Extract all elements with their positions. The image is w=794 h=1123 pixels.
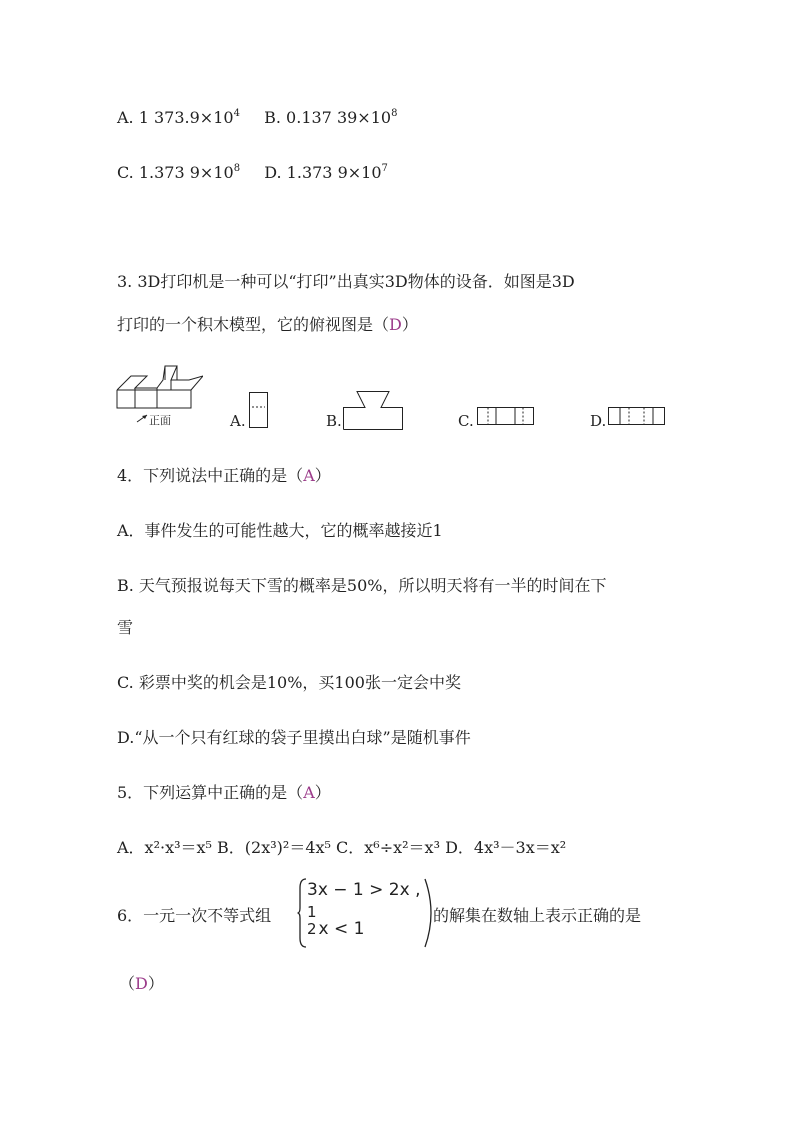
q2-option-b: B. 0.137 39×10: [264, 108, 392, 127]
q3-answer: D: [389, 315, 402, 334]
q3-option-c-label: C.: [458, 412, 474, 430]
q2-option-b-exponent: 8: [391, 108, 398, 119]
q4-option-b-line2: 雪: [117, 618, 134, 637]
q2-option-a: A. 1 373.9×10: [117, 108, 234, 127]
q4-option-d: D.“从一个只有红球的袋子里摸出白球”是随机事件: [117, 728, 471, 747]
q6-answer: D: [135, 974, 148, 993]
q3-stem-line2: [117, 314, 418, 336]
inequality-1: 3x − 1 > 2x ,: [307, 880, 421, 900]
q3-option-a-label: A.: [230, 412, 246, 430]
inequality-2: [307, 904, 364, 938]
inequality-2-rest: x < 1: [318, 919, 365, 939]
q4-option-b-line1: B. 天气预报说每天下雪的概率是50%，所以明天将有一半的时间在下: [117, 576, 607, 595]
q3-stem-text: 打印的一个积木模型，它的俯视图是（: [117, 315, 390, 334]
q4-close-paren: ）: [314, 466, 331, 485]
q2-option-c-exponent: 8: [233, 163, 241, 174]
inequality-system: [297, 878, 432, 948]
q2-option-d: D. 1.373 9×10: [264, 163, 382, 182]
q4-stem: [117, 465, 331, 487]
q6-answer-line: [119, 973, 164, 995]
q3-stem-line1: 3. 3D打印机是一种可以“打印”出真实3D物体的设备．如图是3D: [117, 272, 575, 291]
left-brace-icon: [297, 878, 307, 948]
fraction-denominator: 2: [307, 920, 317, 938]
q2-option-a-exponent: 4: [233, 108, 240, 119]
q3-option-c-figure: [477, 407, 535, 427]
q3-option-b-label: B.: [326, 412, 342, 430]
q2-option-d-exponent: 7: [381, 163, 388, 174]
q5-close-paren: ）: [314, 783, 331, 802]
front-label: 正面: [149, 414, 171, 427]
right-paren-icon: [424, 878, 432, 948]
q3-option-d-label: D.: [590, 412, 607, 430]
q4-answer: A: [303, 466, 315, 485]
q4-option-a: A．事件发生的可能性越大，它的概率越接近1: [117, 521, 443, 540]
q5-options: A．x²·x³＝x⁵ B．(2x³)²＝4x⁵ C．x⁶÷x²＝x³ D．4x³－3x＝x²: [117, 838, 567, 857]
q2-options-row2: [117, 162, 388, 184]
q3-option-b-figure: [343, 391, 403, 431]
q4-stem-text: 4．下列说法中正确的是（: [117, 466, 304, 485]
q5-stem-text: 5．下列运算中正确的是（: [117, 783, 304, 802]
q6-prefix: 6．一元一次不等式组: [117, 906, 272, 925]
q5-stem: [117, 782, 331, 804]
q3-option-d-figure: [608, 407, 666, 427]
q3-option-a-figure: [249, 392, 269, 430]
q6-open-paren: （: [119, 974, 136, 993]
fraction-numerator: 1: [307, 903, 317, 921]
q6-close-paren: ）: [147, 974, 164, 993]
q5-answer: A: [303, 783, 315, 802]
q4-option-c: C. 彩票中奖的机会是10%，买100张一定会中奖: [117, 673, 461, 692]
q6-suffix: 的解集在数轴上表示正确的是: [433, 906, 642, 925]
q3-close-paren: ）: [401, 315, 418, 334]
q2-options-row1: [117, 107, 397, 129]
q2-option-c: C. 1.373 9×10: [117, 163, 234, 182]
